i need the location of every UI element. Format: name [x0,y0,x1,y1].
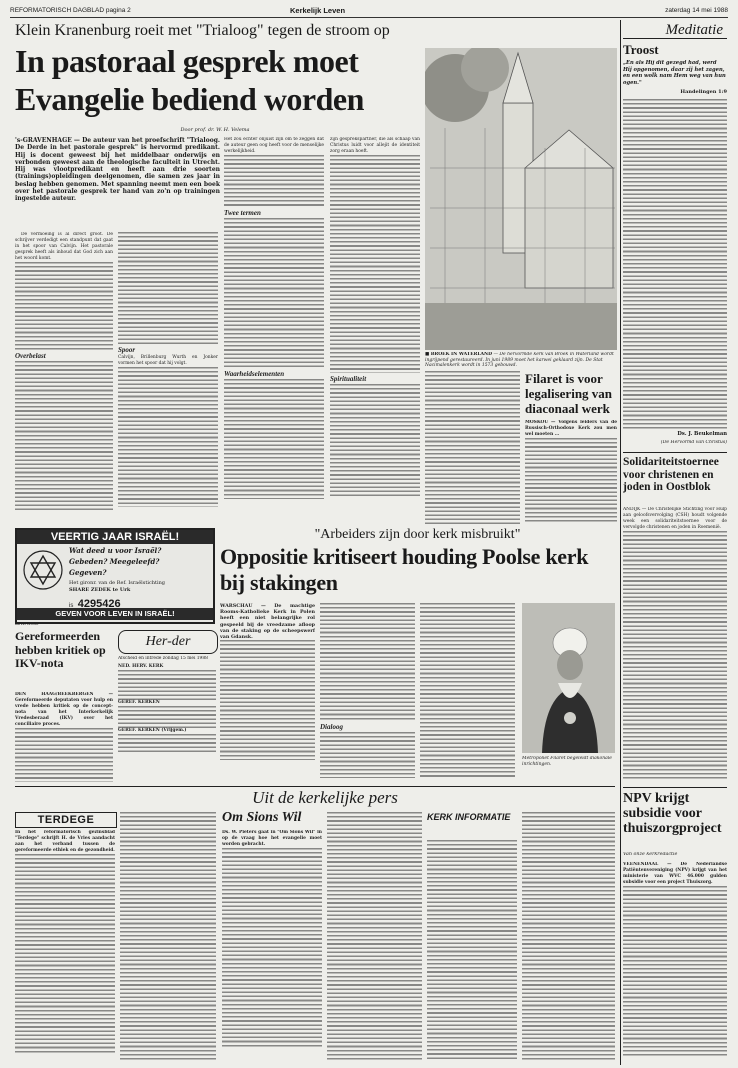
col1-start: De vermoeing is al direct groot. De schrijver verdedigt een standpunt dat gaat in het spoor van Calvijn. Het pastorale gesprek heeft als inhoud dat God zich aan het woord komt. [15,232,113,262]
poland-column-2 [320,603,415,779]
solidariteit-article [623,507,727,784]
masthead-left: REFORMATORISCH DAGBLAD pagina 2 [10,7,131,14]
ad-question-2: Gebeden? Meegeleefd? [69,557,160,566]
portrait-illustration [522,603,615,753]
ad-organisation: SHARE ZEDEK te Urk [69,587,131,593]
photo-caption-place: BROEK IN WATERLAND [430,352,493,357]
star-of-david-icon [23,550,63,590]
filaret-portrait [522,603,615,753]
npv-headline: NPV krijgt subsidie voor thuiszorgproject [623,791,722,836]
pers-column-6 [522,812,615,1060]
article-continued-left [425,371,520,524]
divider [623,787,727,788]
terdege-logo-box [15,812,117,828]
ad-question-3: Gegeven? [69,568,107,577]
ad-question-1: Wat deed u voor Israël? [69,546,162,555]
church-illustration [425,48,617,350]
ad-credit: Advertentie [15,621,39,626]
npv-byline: Van onze kerkredactie [623,852,678,857]
kerk-informatie-logo: KERK INFORMATIE [427,812,511,822]
masthead [10,5,728,18]
pers-column-4 [327,812,422,1060]
poland-headline: Oppositie kritiseert houding Poolse kerk bij stakingen [220,544,589,595]
divider [15,786,615,787]
israel-advertisement[interactable] [15,528,215,624]
ad-giro-prefix: is [69,603,74,608]
main-headline-1: In pastoraal gesprek moet [15,43,359,79]
ad-giro [69,594,209,608]
section-title: Kerkelijk Leven [290,6,346,15]
poland-lead: WARSCHAU — De machtige Rooms-Katholieke Kerk in Polen heeft een niet belangrijke rol gespeeld bij de vreedzame afloop van de staking op de scheepswerf van Gdansk. [220,603,315,641]
portrait-caption: Metropoliet Filaret begeleidt diakonale inrichtingen. [522,756,612,767]
herder-logo: Her-der [118,630,218,654]
meditatie-header [623,22,727,39]
meditatie-author: Ds. J. Beukelman [677,431,727,437]
subhead-waarheidselementen: Waarheidselementen [224,370,285,379]
terdege-start: In het reformatorisch gezinsblad "Terdege" schrijft H. de Vries aandacht aan het verband tussen de gereformeerde ethiek en de gezondheid. [15,830,115,854]
pers-column-2 [120,812,216,1060]
meditatie-author-place: (De Hervormd van Christus) [660,440,727,445]
poland-subhead-dialoog: Dialoog [320,723,343,731]
npv-start: VEENENDAAL — De Nederlandse Patiëntenvereniging (NPV) krijgt van het ministerie van WVC 46.000 gulden subsidie voor een project Thuiszorg. [623,862,727,886]
pers-column-1 [15,830,115,1060]
gereformeerden-article [15,692,113,782]
npv-article [623,862,727,1060]
pers-column-3 [222,830,322,1060]
gereformeerden-headline: Gereformeerden hebben kritiek op IKV-nota [15,630,106,670]
meditatie-verse: „En als Hij dit gezegd had, werd Hij opgenomen, daar zij het zagen, en een wolk nam Hem weg van hun ogen." [623,60,726,86]
herder-start: Afscheid en intrede zondag 15 mei 1988 [118,656,208,661]
filaret-start: MOSKOU — Volgens leiders van de Russisch-Orthodoxe Kerk zou men wel moeten ... [525,420,617,438]
herder-heading-1: NED. HERV. KERK [118,664,164,670]
subhead-overbelast: Overbelast [15,352,46,361]
column-rule [620,20,621,1065]
col2-start: Calvijn, Brillenburg Wurth en Jonker vormen het spoor dat hij volgt. [118,355,218,367]
ad-line: Het gironr. van de Ref. Israëlstichting [69,580,165,586]
om-sions-wil-start: Ds. W. Pieters gaat in "Om Sions Wil" in op de vraag hoe het evangelie moet worden gebracht. [222,830,322,848]
article-column-4 [330,137,420,524]
ad-giro-number: 4295426 [77,598,121,608]
article-column-1 [15,232,113,524]
lead-paragraph: 's-GRAVENHAGE — De auteur van het proefschrift "Trialoog. De Derde in het pastorale gesprek" is hervormd predikant. Hij is docent geweest bij het middelbaar onderwijs en verbonden geweest aan de theologische faculteit in Utrecht. Hij was vlootpredikant en heeft aan drie soorten (trainings)opleidingen deelgenomen, die samen zes jaar in beslag hebben genomen. Met spanning neemt men een boek over het pastorale gesprek ter hand van zo'n op trainingen ingestelde auteur. [15,137,220,203]
ad-title: VEERTIG JAAR ISRAËL! [17,530,213,544]
main-headline-2: Evangelie bediend worden [15,81,364,117]
poland-column-1 [220,603,315,779]
article-column-2 [118,232,218,524]
pers-title: Uit de kerkelijke pers [252,788,398,807]
poland-column-3 [420,603,515,779]
article-column-3 [224,137,324,524]
meditatie-ref: Handelingen 1:9 [680,89,727,95]
solidariteit-headline: Solidariteitstoernee voor christenen en joden in Oostblok [623,456,719,493]
subhead-twee-termen: Twee termen [224,209,261,218]
terdege-logo: TERDEGE [37,814,95,826]
divider [623,452,727,453]
meditatie-title: Troost [623,42,659,57]
gereformeerden-start: DEN HAAG/BEEKBERGEN — Gereformeerde deputaten voor hulp en vrede hebben kritiek op de concept-nota van het Interkerkelijk Vredesberaad (IKV) over het conciliaire proces. [15,692,113,728]
church-photo [425,48,617,350]
col4-start: zijn gesprekspartner, die als schaap van Christus luidt voor allejit de identiteit zorg eraan hoeft. [330,137,420,155]
filaret-article [525,420,617,524]
masthead-date: zaterdag 14 mei 1988 [665,7,728,14]
meditatie-body [623,99,727,429]
om-sions-wil-logo: Om Sions Wil [222,810,302,825]
ad-footer: GEVEN VOOR LEVEN IN ISRAËL! [17,608,213,620]
filaret-headline: Filaret is voor legalisering van diaconaal werk [525,371,613,416]
main-kicker: Klein Kranenburg roeit met "Trialoog" tegen de stroom op [15,22,390,39]
poland-kicker: "Arbeiders zijn door kerk misbruikt" [314,527,521,542]
solidariteit-start: ANDIJK — De Christelijke Stichting voor Hulp aan geloofsvervolging (CSH) houdt volgende week een solidariteitstoernee voor de vervolgde christenen en joden in Roemenië. [623,507,727,531]
herder-listing [118,656,216,782]
photo-caption: ■ BROEK IN WATERLAND — De hervormde kerk van Broek in Waterland wordt ingrijpend gerestaureerd. In juni 1989 moet het karwei geklaard zijn. De Stat Nacimalenkerk wordt in 1573 gebouwd. [425,352,614,368]
byline: Door prof. dr. W. H. Velema [180,127,250,133]
meditatie-label: Meditatie [665,22,723,38]
photo-caption-text: — De hervormde kerk van Broek in Waterland wordt ingrijpend gerestaureerd. In juni 1989 moet het karwei geklaard zijn. De Stat Nacimalenkerk wordt in 1573 gebouwd. [425,352,614,368]
subhead-spiritualiteit: Spiritualiteit [330,375,367,384]
pers-column-5 [427,840,517,1060]
subhead-spoor: Spoor [118,346,136,354]
herder-heading-2: GEREF. KERKEN [118,700,160,706]
col3-start: Het zou echter onjuist zijn om te zeggen dat de auteur geen oog heeft voor de menselijke werkelijkheid. [224,137,324,155]
herder-heading-3: GEREF. KERKEN (Vrijgem.) [118,728,187,734]
